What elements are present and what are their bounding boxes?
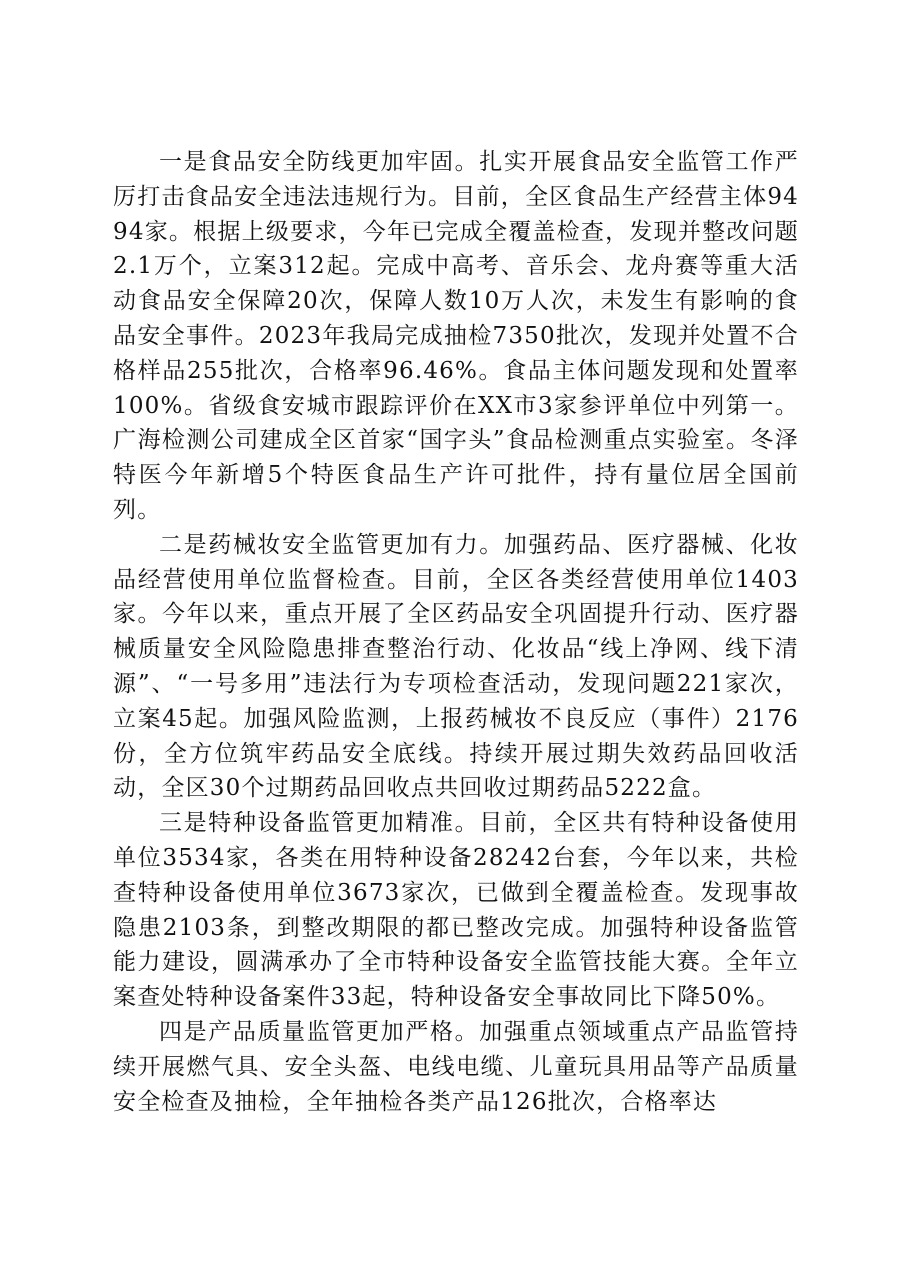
document-body (113, 145, 799, 1119)
paragraph-product-quality: 四是产品质量监管更加严格。加强重点领域重点产品监管持续开展燃气具、安全头盔、电线电缆、儿童玩具用品等产品质量安全检查及抽检，全年抽检各类产品126批次，合格率达 (113, 1018, 799, 1115)
paragraph-special-equipment: 三是特种设备监管更加精准。目前，全区共有特种设备使用单位3534家，各类在用特种设备28242台套，今年以来，共检查特种设备使用单位3673家次，已做到全覆盖检查。发现事故隐患2103条，到整改期限的都已整改完成。加强特种设备监管能力建设，圆满承办了全市特种设备安全监管技能大赛。全年立案查处特种设备案件33起，特种设备安全事故同比下降50%。 (113, 810, 799, 1011)
paragraph-drug-device-cosmetics: 二是药械妆安全监管更加有力。加强药品、医疗器械、化妆品经营使用单位监督检查。目前，全区各类经营使用单位1403家。今年以来，重点开展了全区药品安全巩固提升行动、医疗器械质量安全风险隐患排查整治行动、化妆品“线上净网、线下清源”、“一号多用”违法行为专项检查活动，发现问题221家次，立案45起。加强风险监测，上报药械妆不良反应（事件）2176份，全方位筑牢药品安全底线。持续开展过期失效药品回收活动，全区30个过期药品回收点共回收过期药品5222盒。 (113, 531, 799, 802)
paragraph-food-safety: 一是食品安全防线更加牢固。扎实开展食品安全监管工作严厉打击食品安全违法违规行为。目前，全区食品生产经营主体9494家。根据上级要求，今年已完成全覆盖检查，发现并整改问题2.1万个，立案312起。完成中高考、音乐会、龙舟赛等重大活动食品安全保障20次，保障人数10万人次，未发生有影响的食品安全事件。2023年我局完成抽检7350批次，发现并处置不合格样品255批次，合格率96.46%。食品主体问题发现和处置率100%。省级食安城市跟踪评价在XX市3家参评单位中列第一。广海检测公司建成全区首家“国字头”食品检测重点实验室。冬泽特医今年新增5个特医食品生产许可批件，持有量位居全国前列。 (113, 149, 799, 523)
